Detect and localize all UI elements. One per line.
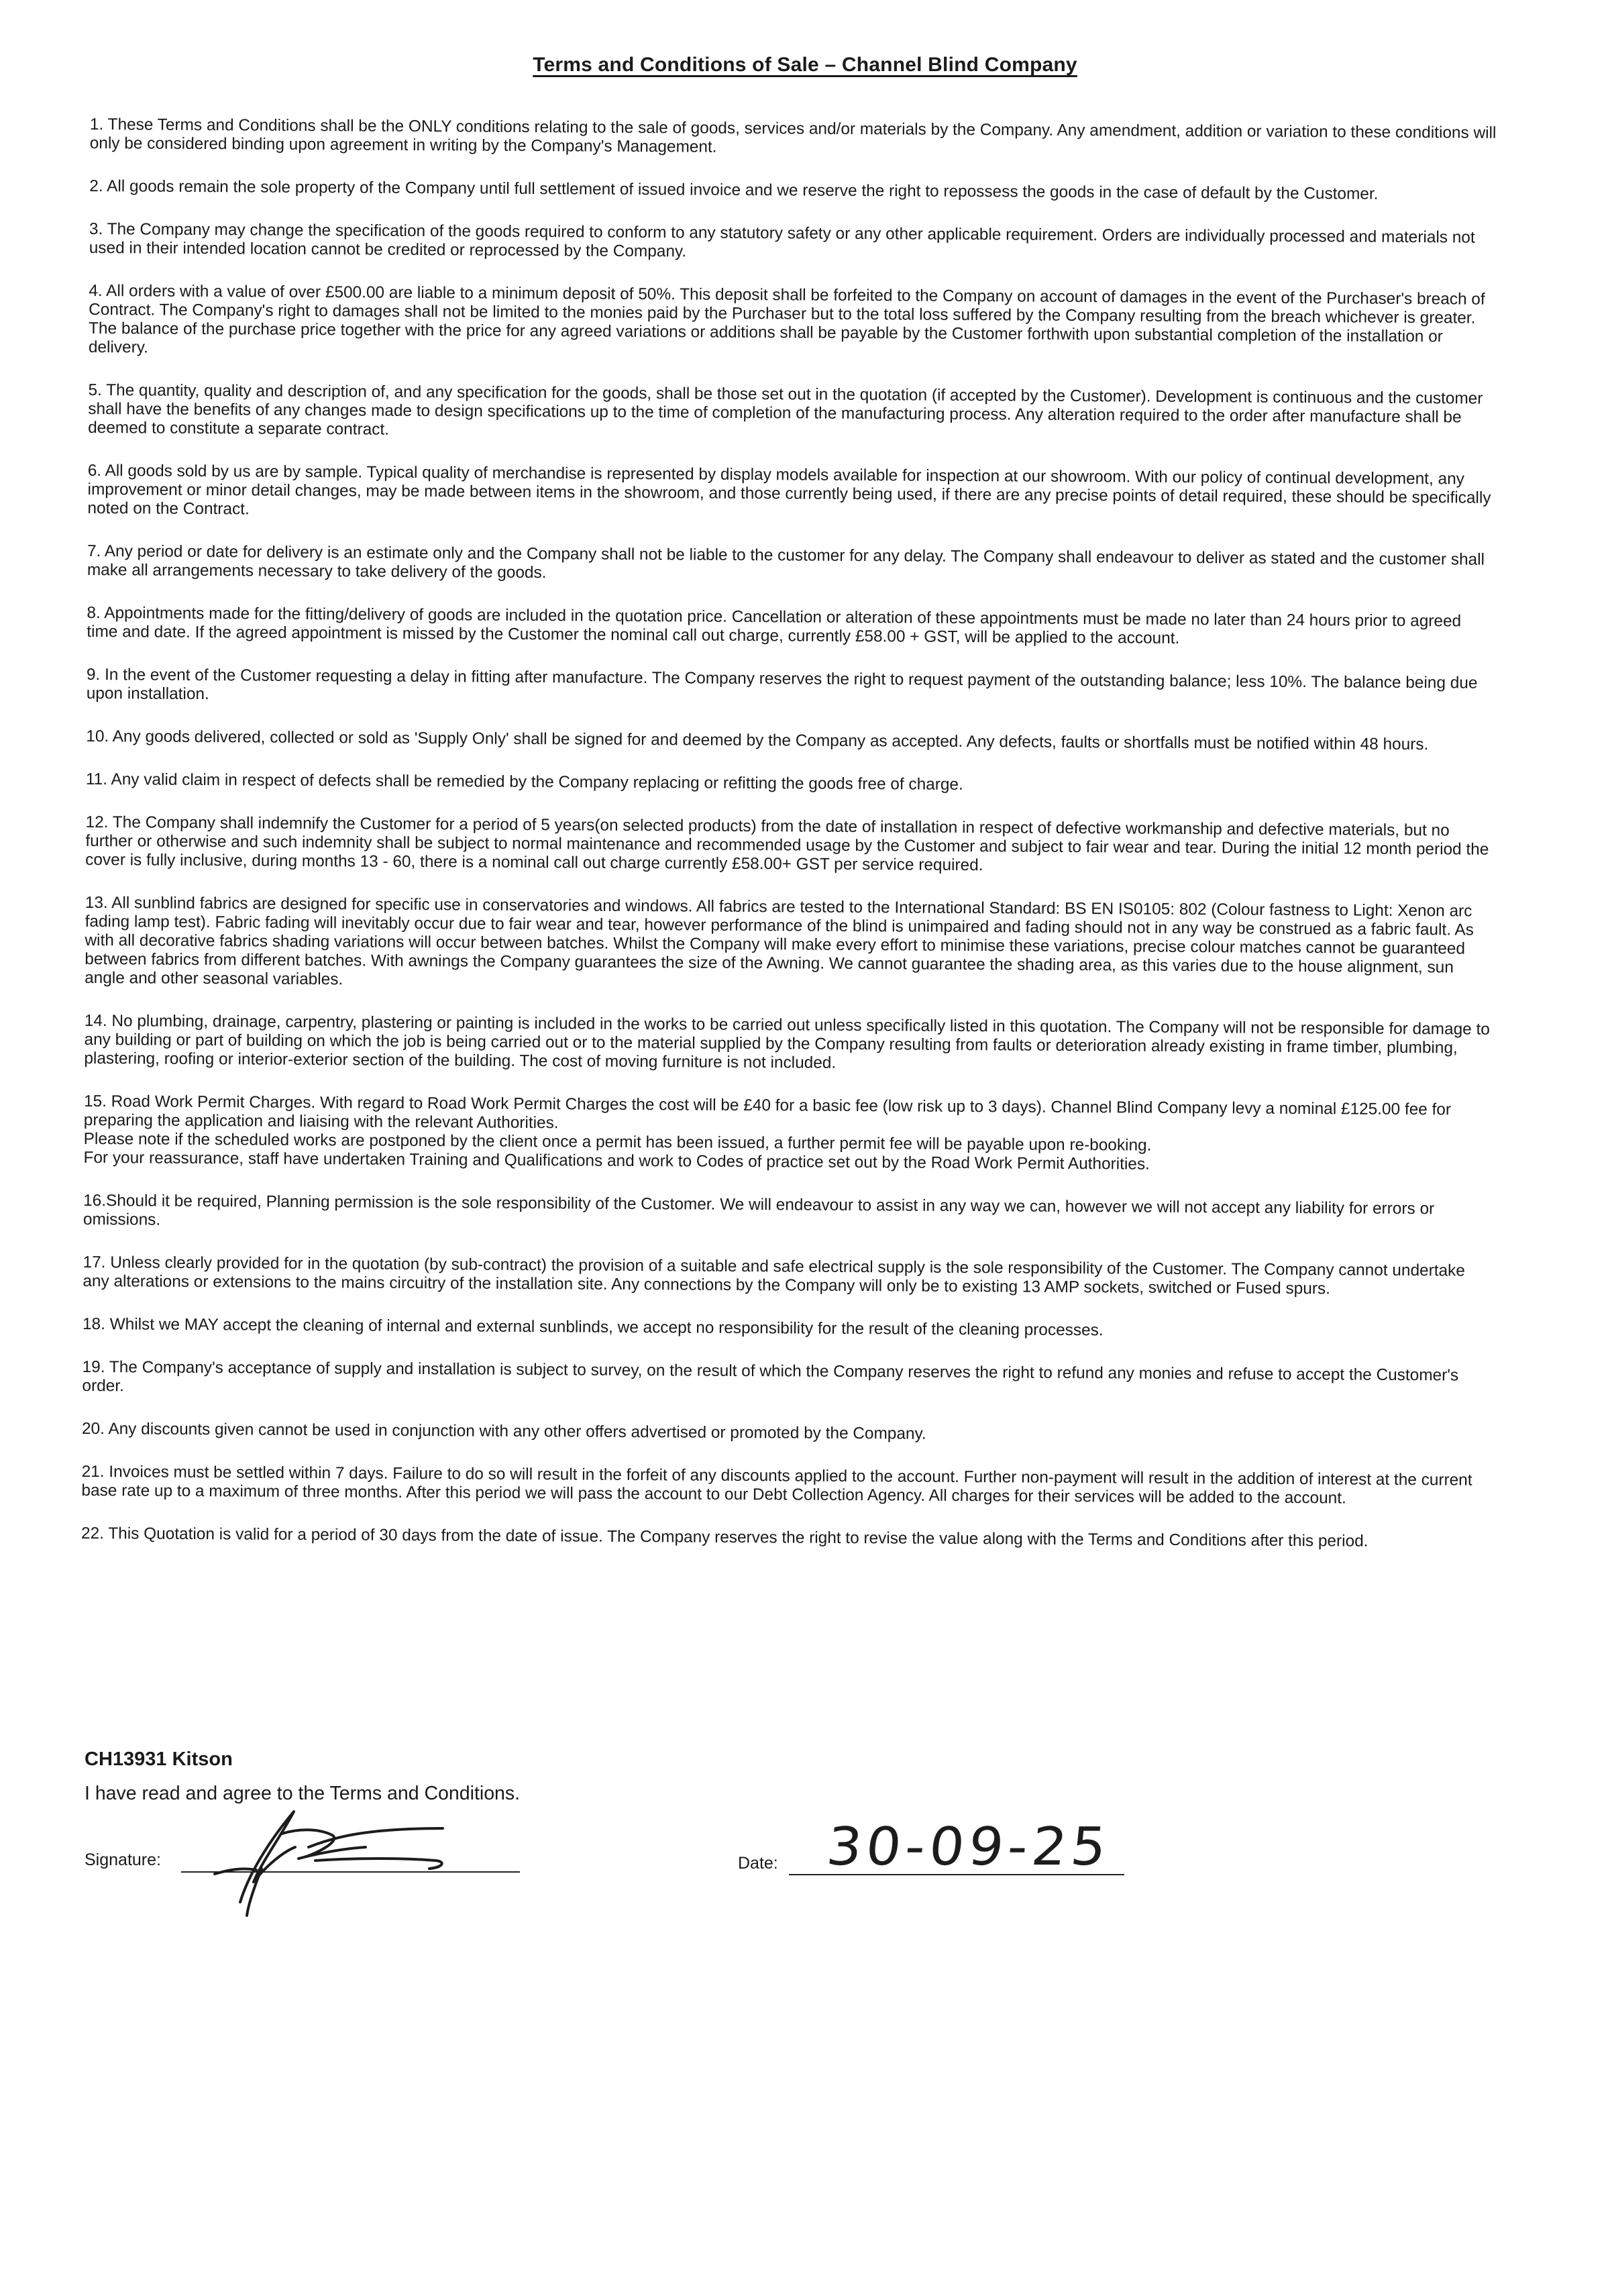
clause-17: 17. Unless clearly provided for in the quotation (by sub-contract) the provision of a suitable and safe electrical supply is the sole responsibility of the Customer. The Company cannot undertake any alterations or extensions to the mains circuitry of the installation site. Any connections by the Company will only be to existing 13 AMP sockets, switched or Fused spurs.	[83, 1253, 1465, 1298]
clause-8: 8. Appointments made for the fitting/delivery of goods are included in the quotation price. Cancellation or alteration of these appointments must be made no later than 24 hours prior to agreed time and date. If the agreed appointment is missed by the Customer the nominal call out charge, currently £58.00 + GST, will be applied to the account.	[87, 603, 1462, 647]
customer-reference: CH13931 Kitson	[85, 1749, 233, 1770]
document-title: Terms and Conditions of Sale – Channel Blind Company	[533, 54, 1077, 76]
clause-3: 3. The Company may change the specification of the goods required to conform to any statutory safety or any other applicable requirement. Orders are individually processed and materials not used in their intended location cannot be credited or reprocessed by the Company.	[89, 219, 1475, 261]
clause-4: 4. All orders with a value of over £500.00 are liable to a minimum deposit of 50%. This deposit shall be forfeited to the Company on account of damages in the event of the Purchaser's breach of Contract. The Company's right to damages shall not be limited to the monies paid by the Purchaser but to the total loss suffered by the Company resulting from the breach whichever is greater. The balance of the purchase price together with the price for any agreed variations or additions shall be payable by the Customer forthwith upon substantial completion of the installation or delivery.	[88, 281, 1485, 357]
date-value: 30-09-25	[824, 1817, 1114, 1877]
clause-21: 21. Invoices must be settled within 7 days. Failure to do so will result in the forfeit of any discounts applied to the account. Further non-payment will result in the addition of interest at the current base rate up to a maximum of three months. After this period we will pass the account to our Debt Collection Agency. All charges for their services will be added to the account.	[81, 1462, 1472, 1508]
signature-label: Signature:	[85, 1850, 161, 1869]
clause-9: 9. In the event of the Customer requesting a delay in fitting after manufacture. The Company reserves the right to request payment of the outstanding balance; less 10%. The balance being due upon installation.	[86, 665, 1478, 704]
clause-10: 10. Any goods delivered, collected or sold as 'Supply Only' shall be signed for and deemed by the Company as accepted. Any defects, faults or shortfalls must be notified within 48 hours.	[86, 727, 1429, 754]
clause-2: 2. All goods remain the sole property of the Company until full settlement of issued invoice and we reserve the right to repossess the goods in the case of default by the Customer.	[89, 176, 1379, 203]
clause-22: 22. This Quotation is valid for a period of 30 days from the date of issue. The Company reserves the right to revise the value along with the Terms and Conditions after this period.	[81, 1524, 1368, 1551]
clause-11: 11. Any valid claim in respect of defects shall be remedied by the Company replacing or refitting the goods free of charge.	[85, 770, 963, 794]
clause-14: 14. No plumbing, drainage, carpentry, plastering or painting is included in the works to be carried out unless specifically listed in this quotation. The Company will not be responsible for damage to any building or part of building on which the job is being carried out or to the material supplied by the Company resulting from faults or deterioration already existing in frame timber, plumbing, plastering, roofing or interior-exterior section of the building. The cost of moving furniture is not included.	[84, 1011, 1490, 1072]
clause-16: 16.Should it be required, Planning permission is the sole responsibility of the Customer. We will endeavour to assist in any way we can, however we will not accept any liability for errors or omissions.	[83, 1191, 1435, 1229]
clause-13: 13. All sunblind fabrics are designed for specific use in conservatories and windows. All fabrics are tested to the International Standard: BS EN IS0105: 802 (Colour fastness to Light: Xenon arc fading lamp test). Fabric fading will inevitably occur due to fair wear and tear, however performance of the blind is unimpaired and fading should not in any way be construed as a fabric fault. As with all decorative fabrics shading variations will occur between batches. Whilst the Company will make every effort to minimise these variations, precise colour matches cannot be guaranteed between fabrics from different batches. With awnings the Company guarantees the size of the Awning. We cannot guarantee the shading area, as this varies due to the house alignment, sun angle and other seasonal variables.	[85, 893, 1474, 989]
clause-6: 6. All goods sold by us are by sample. Typical quality of merchandise is represented by display models available for inspection at our showroom. With our policy of continual development, any improvement or minor detail changes, may be made between items in the showroom, and those currently being used, if there are any precise points of detail required, these should be specifically noted on the Contract.	[87, 461, 1491, 519]
date-label: Date:	[738, 1854, 778, 1873]
clause-5: 5. The quantity, quality and description of, and any specification for the goods, shall be those set out in the quotation (if accepted by the Customer). Development is continuous and the customer shall have the benefits of any changes made to design specifications up to the time of completion of the manufacturing process. Any alteration required to the order after manufacture shall be deemed to constitute a separate contract.	[88, 380, 1483, 439]
clause-19: 19. The Company's acceptance of supply and installation is subject to survey, on the result of which the Company reserves the right to refund any monies and refuse to accept the Customer's order.	[82, 1357, 1459, 1396]
clause-7: 7. Any period or date for delivery is an estimate only and the Company shall not be liable to the customer for any delay. The Company shall endeavour to deliver as stated and the customer shall make all arrangements necessary to take delivery of the goods.	[87, 541, 1485, 582]
clause-20: 20. Any discounts given cannot be used in conjunction with any other offers advertised or promoted by the Company.	[81, 1419, 926, 1443]
agreement-statement: I have read and agree to the Terms and Conditions.	[85, 1783, 521, 1804]
clause-1: 1. These Terms and Conditions shall be the ONLY conditions relating to the sale of goods, services and/or materials by the Company. Any amendment, addition or variation to these conditions will only be considered binding upon agreement in writing by the Company's Management.	[89, 115, 1497, 156]
terms-clauses	[81, 115, 1497, 1552]
clause-15: 15. Road Work Permit Charges. With regard to Road Work Permit Charges the cost will be £40 for a basic fee (low risk up to 3 days). Channel Blind Company levy a nominal £125.00 fee for preparing the application and liaising with the relevant Authorities. Please note if the scheduled works are postponed by the client once a permit has been issued, a further permit fee will be payable upon re-booking. For your reassurance, staff have undertaken Training and Qualifications and work to Codes of practice set out by the Road Work Permit Authorities.	[83, 1092, 1452, 1173]
clause-18: 18. Whilst we MAY accept the cleaning of internal and external sunblinds, we accept no responsibility for the result of the cleaning processes.	[82, 1314, 1104, 1340]
clause-12: 12. The Company shall indemnify the Customer for a period of 5 years(on selected products) from the date of installation in respect of defective workmanship and defective materials, but no further or otherwise and such indemnity shall be subject to normal maintenance and recommended usage by the Customer and subject to fair wear and tear. During the initial 12 month period the cover is fully inclusive, during months 13 - 60, there is a nominal call out charge currently £58.00+ GST per service required.	[85, 813, 1489, 875]
handwritten-signature-icon	[181, 1788, 530, 1922]
